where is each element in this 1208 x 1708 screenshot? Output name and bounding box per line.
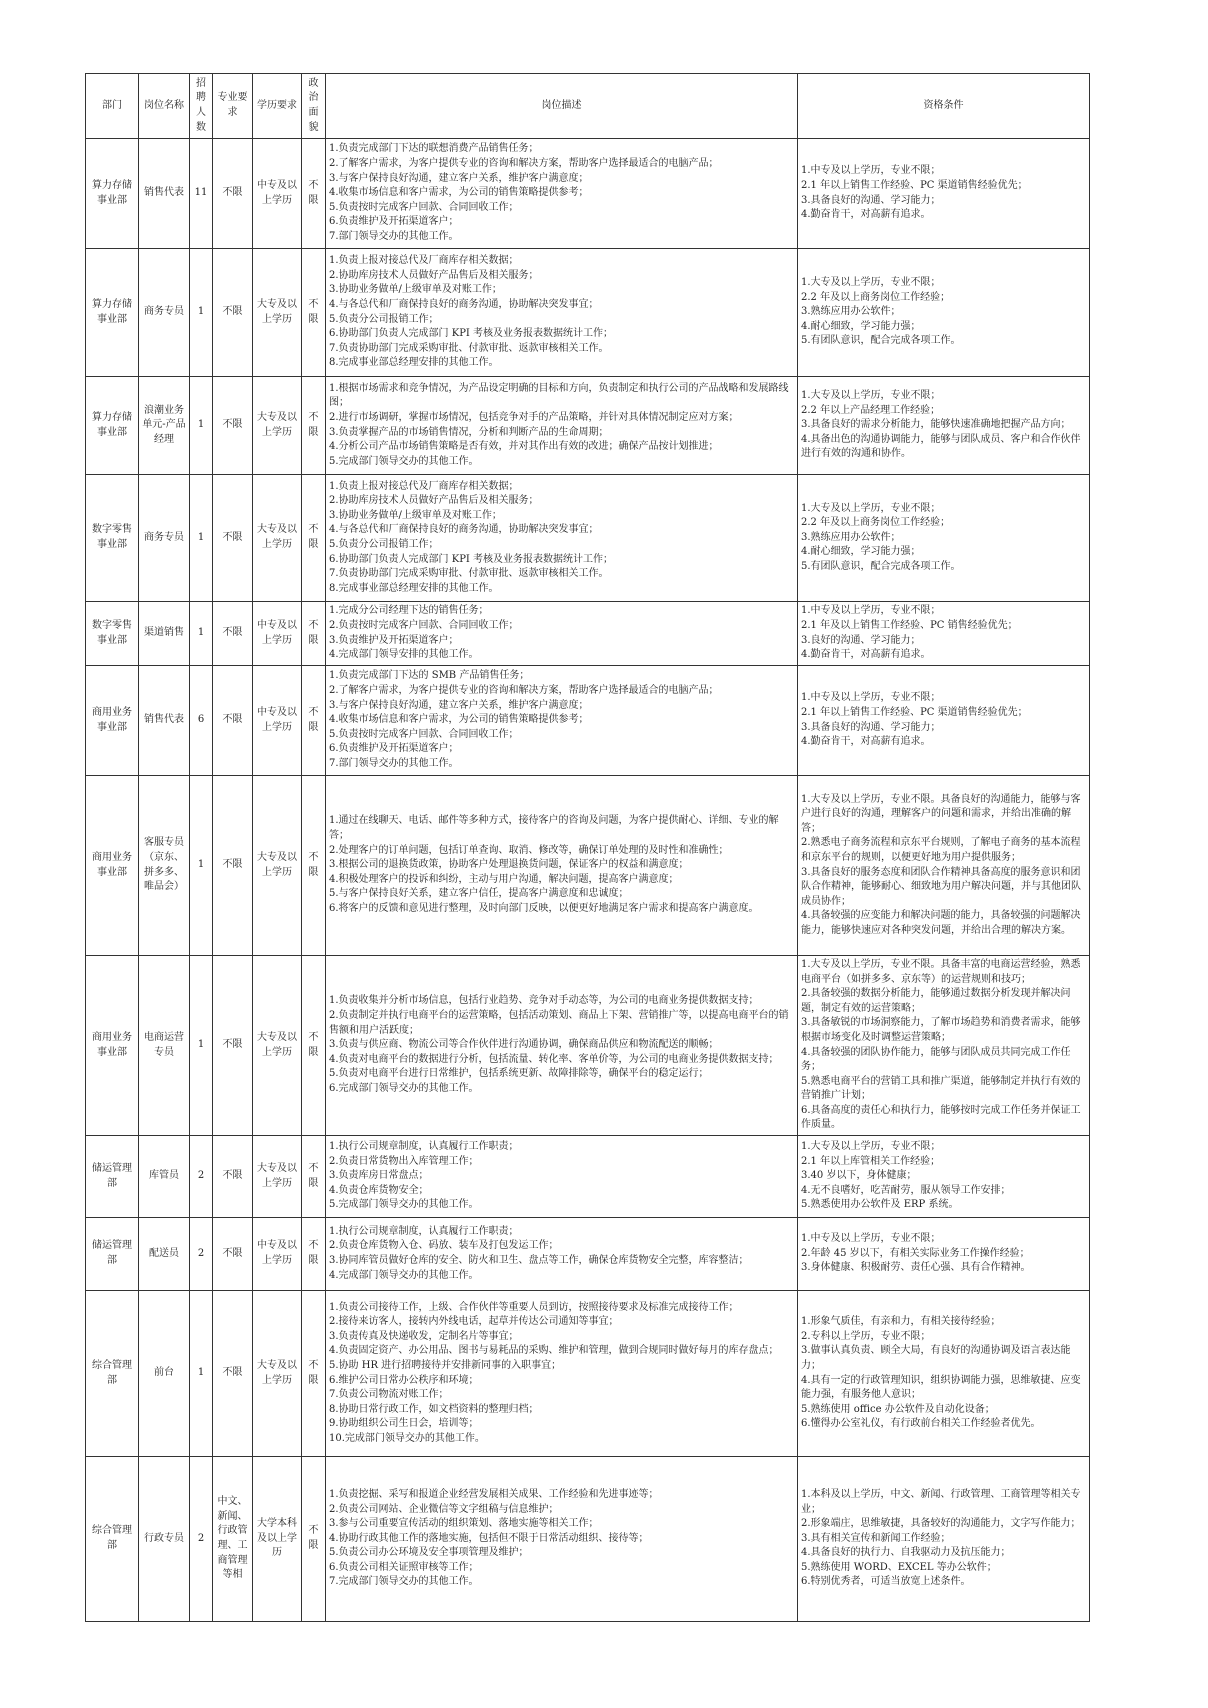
description-line: 5.协助 HR 进行招聘接待并安排新同事的入职事宜； (329, 1359, 562, 1371)
description-line: 7.负责协助部门完成采购审批、付款审批、返款审核相关工作。 (329, 342, 609, 354)
description-line: 7.完成部门领导交办的其他工作。 (329, 1576, 479, 1588)
description-line: 1.负责完成部门下达的 SMB 产品销售任务； (329, 670, 530, 682)
qualifications-line: 3.做事认真负责、顾全大局，有良好的沟通协调及语言表达能力； (801, 1345, 1071, 1371)
table-row (86, 249, 1090, 377)
education-cell: 中专及以上学历 (253, 602, 302, 666)
count-cell: 1 (190, 377, 213, 475)
qualifications-line: 1.大专及以上学历，专业不限； (801, 277, 941, 289)
header-education: 学历要求 (253, 74, 302, 139)
description-line: 7.部门领导交办的其他工作。 (329, 230, 459, 242)
qualifications-line: 3.40 岁以下，身体健康； (801, 1170, 917, 1182)
major-cell: 不限 (213, 249, 253, 377)
qualifications-line: 2.熟悉电子商务流程和京东平台规则，了解电子商务的基本流程和京东平台的规则，以便更好地为用户提供服务； (801, 837, 1081, 863)
description-line: 3.协助业务做单/上级审单及对账工作； (329, 284, 502, 296)
qualifications-line: 2.年龄 45 岁以下，有相关实际业务工作操作经验； (801, 1247, 1030, 1259)
major-cell: 不限 (213, 475, 253, 602)
qualifications-line: 3.具备良好的需求分析能力，能够快速准确地把握产品方向； (801, 419, 1071, 431)
political-cell: 不限 (302, 1457, 326, 1622)
description-line: 4.与各总代和厂商保持良好的商务沟通，协助解决突发事宜； (329, 298, 599, 310)
qualifications-line: 2.2 年及以上商务岗位工作经验； (801, 517, 951, 529)
dept-cell: 综合管理部 (86, 1457, 139, 1622)
description-line: 4.积极处理客户的投诉和纠纷，主动与用户沟通，解决问题，提高客户满意度； (329, 873, 679, 885)
count-cell: 1 (190, 249, 213, 377)
qualifications-line: 2.专科以上学历，专业不限； (801, 1330, 931, 1342)
description-cell (326, 956, 798, 1136)
description-line: 6.负责维护及开拓渠道客户； (329, 743, 459, 755)
count-cell: 2 (190, 1457, 213, 1622)
education-cell: 大专及以上学历 (253, 1136, 302, 1218)
description-line: 7.部门领导交办的其他工作。 (329, 757, 459, 769)
description-line: 3.负责库房日常盘点； (329, 1170, 429, 1182)
recruitment-table (85, 73, 1090, 1622)
description-line: 3.负责与供应商、物流公司等合作伙伴进行沟通协调，确保商品供应和物流配送的顺畅； (329, 1039, 719, 1051)
dept-cell: 算力存储事业部 (86, 377, 139, 475)
header-dept: 部门 (86, 74, 139, 139)
description-line: 5.完成部门领导交办的其他工作。 (329, 455, 479, 467)
description-line: 8.协助日常行政工作，如文档资料的整理归档； (329, 1403, 539, 1415)
dept-cell: 算力存储事业部 (86, 249, 139, 377)
qualifications-line: 1.中专及以上学历，专业不限； (801, 692, 941, 704)
qualifications-cell (798, 249, 1090, 377)
position-cell: 商务专员 (139, 475, 190, 602)
description-line: 2.负责公司网站、企业微信等文字组稿与信息维护； (329, 1503, 559, 1515)
description-cell (326, 1291, 798, 1457)
description-line: 5.负责对电商平台进行日常维护，包括系统更新、故障排除等，确保平台的稳定运行； (329, 1068, 709, 1080)
dept-cell: 商用业务事业部 (86, 666, 139, 776)
description-line: 2.负责按时完成客户回款、合同回收工作； (329, 619, 519, 631)
count-cell: 2 (190, 1218, 213, 1291)
description-line: 4.负责仓库货物安全； (329, 1184, 429, 1196)
description-line: 9.协助组织公司生日会，培训等； (329, 1418, 479, 1430)
qualifications-line: 3.具备良好的沟通、学习能力； (801, 194, 941, 206)
qualifications-cell (798, 1136, 1090, 1218)
position-cell: 客服专员（京东、拼多多、唯品会） (139, 776, 190, 956)
description-line: 4.与各总代和厂商保持良好的商务沟通，协助解决突发事宜； (329, 524, 599, 536)
qualifications-line: 3.熟练应用办公软件； (801, 531, 901, 543)
position-cell: 商务专员 (139, 249, 190, 377)
dept-cell: 商用业务事业部 (86, 956, 139, 1136)
table-row (86, 1136, 1090, 1218)
position-cell: 行政专员 (139, 1457, 190, 1622)
qualifications-cell (798, 475, 1090, 602)
description-line: 1.通过在线聊天、电话、邮件等多种方式，接待客户的咨询及问题，为客户提供耐心、详细、专业的解答； (329, 815, 779, 842)
description-line: 1.负责完成部门下达的联想消费产品销售任务； (329, 143, 539, 155)
qualifications-cell (798, 776, 1090, 956)
qualifications-line: 1.大专及以上学历，专业不限。具备良好的沟通能力，能够与客户进行良好的沟通，理解客户的问题和需求，并给出准确的解答； (801, 793, 1081, 834)
description-line: 3.根据公司的退换货政策，协助客户处理退换货问题，保证客户的权益和满意度； (329, 859, 689, 871)
education-cell: 中专及以上学历 (253, 666, 302, 776)
table-row (86, 602, 1090, 666)
table-row (86, 956, 1090, 1136)
political-cell: 不限 (302, 1291, 326, 1457)
description-line: 2.进行市场调研，掌握市场情况，包括竞争对手的产品策略，并针对具体情况制定应对方案； (329, 411, 739, 423)
qualifications-line: 4.具有一定的行政管理知识，组织协调能力强，思维敏捷、应变能力强，有服务他人意识； (801, 1374, 1081, 1401)
header-description: 岗位描述 (326, 74, 798, 139)
table-row (86, 666, 1090, 776)
description-line: 5.完成部门领导交办的其他工作。 (329, 1199, 479, 1211)
description-line: 2.处理客户的订单问题，包括订单查询、取消、修改等，确保订单处理的及时性和准确性； (329, 844, 729, 856)
qualifications-line: 1.形象气质佳，有亲和力，有相关接待经验； (801, 1316, 1001, 1328)
table-row (86, 377, 1090, 475)
qualifications-line: 2.形象端庄，思维敏捷，具备较好的沟通能力，文字写作能力； (801, 1518, 1081, 1530)
qualifications-line: 1.本科及以上学历，中文、新闻、行政管理、工商管理等相关专业； (801, 1488, 1081, 1515)
major-cell: 不限 (213, 956, 253, 1136)
description-line: 2.了解客户需求，为客户提供专业的咨询和解决方案，帮助客户选择最适合的电脑产品； (329, 158, 719, 170)
qualifications-line: 2.1 年以上销售工作经验、PC 渠道销售经验优先； (801, 179, 1028, 191)
description-line: 2.了解客户需求，为客户提供专业的咨询和解决方案，帮助客户选择最适合的电脑产品； (329, 685, 719, 697)
major-cell: 不限 (213, 377, 253, 475)
dept-cell: 储运管理部 (86, 1218, 139, 1291)
qualifications-line: 4.耐心细致，学习能力强； (801, 546, 921, 558)
qualifications-line: 1.中专及以上学历，专业不限； (801, 165, 941, 177)
description-line: 2.负责制定并执行电商平台的运营策略，包括活动策划、商品上下架、营销推广等，以提高电商平台的销售额和用户活跃度； (329, 1010, 789, 1036)
description-line: 6.协助部门负责人完成部门 KPI 考核及业务报表数据统计工作； (329, 553, 614, 565)
description-line: 2.负责日常货物出入库管理工作； (329, 1155, 479, 1167)
qualifications-line: 3.具备良好的服务态度和团队合作精神具备高度的服务意识和团队合作精神，能够耐心、细致地为用户解决问题，并与其他团队成员协作； (801, 866, 1081, 907)
qualifications-line: 4.勤奋肯干，对高薪有追求。 (801, 209, 931, 221)
description-cell (326, 776, 798, 956)
description-line: 3.负责维护及开拓渠道客户； (329, 634, 459, 646)
qualifications-line: 3.身体健康、积极耐劳、责任心强、具有合作精神。 (801, 1262, 1031, 1274)
description-line: 7.负责公司物流对账工作； (329, 1389, 449, 1401)
description-line: 4.收集市场信息和客户需求，为公司的销售策略提供参考； (329, 187, 589, 199)
description-line: 4.协助行政其他工作的落地实施，包括但不限于日常活动组织、接待等； (329, 1532, 649, 1544)
position-cell: 前台 (139, 1291, 190, 1457)
table-row (86, 776, 1090, 956)
qualifications-line: 5.有团队意识，配合完成各项工作。 (801, 560, 961, 572)
description-line: 6.负责维护及开拓渠道客户； (329, 216, 459, 228)
description-cell (326, 1457, 798, 1622)
political-cell: 不限 (302, 249, 326, 377)
description-cell (326, 1136, 798, 1218)
description-line: 4.完成部门领导交办的其他工作。 (329, 1269, 479, 1281)
political-cell: 不限 (302, 666, 326, 776)
political-cell: 不限 (302, 1218, 326, 1291)
education-cell: 大专及以上学历 (253, 475, 302, 602)
qualifications-line: 3.熟练应用办公软件； (801, 306, 901, 318)
dept-cell: 数字零售事业部 (86, 602, 139, 666)
description-line: 4.负责对电商平台的数据进行分析，包括流量、转化率、客单价等，为公司的电商业务提供数据支持； (329, 1053, 779, 1065)
description-line: 1.负责上报对接总代及厂商库存相关数据； (329, 255, 519, 267)
description-cell (326, 1218, 798, 1291)
qualifications-line: 3.具备良好的沟通、学习能力； (801, 721, 941, 733)
description-line: 3.与客户保持良好沟通，建立客户关系，维护客户满意度； (329, 699, 589, 711)
qualifications-line: 2.2 年以上产品经理工作经验； (801, 404, 941, 416)
table-row (86, 475, 1090, 602)
qualifications-line: 4.勤奋肯干，对高薪有追求。 (801, 649, 931, 661)
position-cell: 库管员 (139, 1136, 190, 1218)
table-row (86, 1291, 1090, 1457)
qualifications-cell (798, 602, 1090, 666)
description-line: 3.负责传真及快递收发，定制名片等事宜； (329, 1330, 519, 1342)
major-cell: 不限 (213, 1136, 253, 1218)
education-cell: 大专及以上学历 (253, 377, 302, 475)
qualifications-line: 1.大专及以上学历，专业不限； (801, 1141, 941, 1153)
major-cell: 不限 (213, 139, 253, 249)
header-position: 岗位名称 (139, 74, 190, 139)
qualifications-line: 4.具备较强的应变能力和解决问题的能力，具备较强的问题解决能力，能够快速应对各种突发问题，并给出合理的解决方案。 (801, 910, 1081, 936)
position-cell: 配送员 (139, 1218, 190, 1291)
qualifications-line: 6.懂得办公室礼仪，有行政前台相关工作经验者优先。 (801, 1418, 1041, 1430)
description-line: 3.参与公司重要宣传活动的组织策划、落地实施等相关工作； (329, 1518, 599, 1530)
qualifications-line: 4.无不良嗜好，吃苦耐劳，服从领导工作安排； (801, 1184, 1011, 1196)
header-count: 招聘人数 (190, 74, 213, 139)
qualifications-cell (798, 1218, 1090, 1291)
description-line: 2.负责仓库货物入仓、码放、装车及打包发运工作； (329, 1240, 559, 1252)
dept-cell: 数字零售事业部 (86, 475, 139, 602)
description-line: 5.负责按时完成客户回款、合同回收工作； (329, 201, 519, 213)
count-cell: 2 (190, 1136, 213, 1218)
qualifications-cell (798, 1291, 1090, 1457)
major-cell: 不限 (213, 776, 253, 956)
dept-cell: 储运管理部 (86, 1136, 139, 1218)
education-cell: 大专及以上学历 (253, 1291, 302, 1457)
qualifications-line: 1.大专及以上学历，专业不限。具备丰富的电商运营经验，熟悉电商平台（如拼多多、京东等）的运营规则和技巧； (801, 958, 1081, 985)
description-line: 2.接待来访客人，接转内外线电话，起草并传达公司通知等事宜； (329, 1316, 619, 1328)
position-cell: 渠道销售 (139, 602, 190, 666)
description-line: 1.负责公司接待工作，上级、合作伙伴等重要人员到访，按照接待要求及标准完成接待工作； (329, 1301, 739, 1313)
qualifications-line: 1.中专及以上学历，专业不限； (801, 1233, 941, 1245)
description-line: 6.负责公司相关证照审核等工作； (329, 1561, 479, 1573)
description-line: 1.负责上报对接总代及厂商库存相关数据； (329, 480, 519, 492)
qualifications-line: 1.中专及以上学历，专业不限； (801, 605, 941, 617)
qualifications-line: 4.耐心细致，学习能力强； (801, 320, 921, 332)
description-line: 6.维护公司日常办公秩序和环境； (329, 1374, 479, 1386)
qualifications-line: 2.1 年以上销售工作经验、PC 渠道销售经验优先； (801, 706, 1028, 718)
description-line: 2.协助库房技术人员做好产品售后及相关服务； (329, 269, 539, 281)
description-cell (326, 377, 798, 475)
dept-cell: 算力存储事业部 (86, 139, 139, 249)
position-cell: 销售代表 (139, 666, 190, 776)
qualifications-line: 2.2 年及以上商务岗位工作经验； (801, 291, 951, 303)
qualifications-line: 4.具备较强的团队协作能力，能够与团队成员共同完成工作任务； (801, 1046, 1071, 1073)
description-cell (326, 475, 798, 602)
description-line: 3.协同库管员做好仓库的安全、防火和卫生、盘点等工作，确保仓库货物安全完整，库容整洁； (329, 1255, 749, 1266)
position-cell: 电商运营专员 (139, 956, 190, 1136)
qualifications-line: 3.良好的沟通、学习能力； (801, 634, 921, 646)
qualifications-cell (798, 666, 1090, 776)
count-cell: 1 (190, 1291, 213, 1457)
count-cell: 6 (190, 666, 213, 776)
description-line: 5.负责分公司报销工作； (329, 539, 439, 550)
count-cell: 1 (190, 956, 213, 1136)
description-line: 1.完成分公司经理下达的销售任务； (329, 605, 489, 617)
political-cell: 不限 (302, 139, 326, 249)
dept-cell: 商用业务事业部 (86, 776, 139, 956)
description-line: 7.负责协助部门完成采购审批、付款审批、返款审核相关工作。 (329, 568, 609, 580)
description-line: 5.负责分公司报销工作； (329, 313, 439, 325)
description-line: 5.负责公司办公环境及安全事项管理及维护； (329, 1547, 529, 1559)
qualifications-line: 4.具备出色的沟通协调能力，能够与团队成员、客户和合作伙伴进行有效的沟通和协作。 (801, 433, 1081, 460)
qualifications-line: 3.具有相关宣传和新闻工作经验； (801, 1532, 951, 1544)
table-row (86, 1218, 1090, 1291)
qualifications-line: 5.熟练使用 office 办公软件及自动化设备； (801, 1403, 995, 1415)
header-qualifications: 资格条件 (798, 74, 1090, 139)
header-major: 专业要求 (213, 74, 253, 139)
description-cell (326, 602, 798, 666)
table-row (86, 1457, 1090, 1622)
political-cell: 不限 (302, 602, 326, 666)
description-line: 8.完成事业部总经理安排的其他工作。 (329, 582, 499, 594)
description-cell (326, 666, 798, 776)
education-cell: 中专及以上学历 (253, 139, 302, 249)
description-line: 4.负责固定资产、办公用品、图书与易耗品的采购、维护和管理，做到合规同时做好每月的库存盘点； (329, 1345, 779, 1357)
description-line: 1.负责收集并分析市场信息，包括行业趋势、竞争对手动态等，为公司的电商业务提供数据支持； (329, 995, 759, 1007)
education-cell: 大学本科及以上学历 (253, 1457, 302, 1622)
political-cell: 不限 (302, 377, 326, 475)
description-line: 3.协助业务做单/上级审单及对账工作； (329, 509, 502, 521)
count-cell: 11 (190, 139, 213, 249)
major-cell: 不限 (213, 602, 253, 666)
education-cell: 中专及以上学历 (253, 1218, 302, 1291)
table-row (86, 139, 1090, 249)
count-cell: 1 (190, 602, 213, 666)
description-line: 3.负责掌握产品的市场销售情况，分析和判断产品的生命周期； (329, 426, 609, 438)
qualifications-line: 4.勤奋肯干，对高薪有追求。 (801, 736, 931, 748)
major-cell: 不限 (213, 1218, 253, 1291)
qualifications-line: 2.1 年及以上销售工作经验、PC 销售经验优先； (801, 619, 1018, 631)
qualifications-line: 6.特别优秀者，可适当放宽上述条件。 (801, 1576, 971, 1588)
description-cell (326, 249, 798, 377)
description-cell (326, 139, 798, 249)
political-cell: 不限 (302, 956, 326, 1136)
qualifications-line: 6.具备高度的责任心和执行力，能够按时完成工作任务并保证工作质量。 (801, 1104, 1081, 1131)
dept-cell: 综合管理部 (86, 1291, 139, 1457)
count-cell: 1 (190, 776, 213, 956)
description-line: 5.与客户保持良好关系，建立客户信任，提高客户满意度和忠诚度； (329, 888, 629, 900)
description-line: 8.完成事业部总经理安排的其他工作。 (329, 357, 499, 369)
education-cell: 大专及以上学历 (253, 249, 302, 377)
major-cell: 中文、新闻、行政管理、工商管理等相 (213, 1457, 253, 1622)
description-line: 6.完成部门领导交办的其他工作。 (329, 1082, 479, 1094)
qualifications-line: 2.具备较强的数据分析能力，能够通过数据分析发现并解决问题，制定有效的运营策略； (801, 988, 1071, 1014)
description-line: 4.收集市场信息和客户需求，为公司的销售策略提供参考； (329, 714, 589, 726)
table-header-row (86, 74, 1090, 139)
qualifications-line: 5.熟悉电商平台的营销工具和推广渠道，能够制定并执行有效的营销推广计划； (801, 1075, 1081, 1102)
description-line: 3.与客户保持良好沟通，建立客户关系，维护客户满意度； (329, 172, 589, 184)
description-line: 1.执行公司规章制度，认真履行工作职责； (329, 1141, 519, 1153)
political-cell: 不限 (302, 1136, 326, 1218)
qualifications-cell (798, 956, 1090, 1136)
qualifications-line: 1.大专及以上学历，专业不限； (801, 502, 941, 514)
position-cell: 销售代表 (139, 139, 190, 249)
description-line: 10.完成部门领导交办的其他工作。 (329, 1432, 485, 1444)
header-political: 政治面貌 (302, 74, 326, 139)
education-cell: 大专及以上学历 (253, 956, 302, 1136)
major-cell: 不限 (213, 1291, 253, 1457)
description-line: 1.负责挖掘、采写和报道企业经营发展相关成果、工作经验和先进事迹等； (329, 1488, 659, 1500)
description-line: 5.负责按时完成客户回款、合同回收工作； (329, 728, 519, 740)
political-cell: 不限 (302, 776, 326, 956)
count-cell: 1 (190, 475, 213, 602)
qualifications-line: 2.1 年以上库管相关工作经验； (801, 1155, 941, 1167)
qualifications-line: 4.具备良好的执行力、自我驱动力及抗压能力； (801, 1547, 1011, 1559)
description-line: 4.完成部门领导安排的其他工作。 (329, 649, 479, 661)
qualifications-line: 5.熟练使用 WORD、EXCEL 等办公软件； (801, 1561, 997, 1573)
political-cell: 不限 (302, 475, 326, 602)
description-line: 1.执行公司规章制度，认真履行工作职责； (329, 1225, 519, 1237)
major-cell: 不限 (213, 666, 253, 776)
qualifications-cell (798, 1457, 1090, 1622)
qualifications-line: 3.具备敏锐的市场洞察能力，了解市场趋势和消费者需求，能够根据市场变化及时调整运营策略； (801, 1017, 1081, 1043)
description-line: 1.根据市场需求和竞争情况，为产品设定明确的目标和方向，负责制定和执行公司的产品战略和发展路线图； (329, 382, 789, 409)
qualifications-cell (798, 139, 1090, 249)
description-line: 6.将客户的反馈和意见进行整理，及时向部门反映，以便更好地满足客户需求和提高客户满意度。 (329, 902, 759, 914)
qualifications-cell (798, 377, 1090, 475)
qualifications-line: 5.熟悉使用办公软件及 ERP 系统。 (801, 1199, 959, 1211)
description-line: 2.协助库房技术人员做好产品售后及相关服务； (329, 495, 539, 507)
qualifications-line: 5.有团队意识，配合完成各项工作。 (801, 335, 961, 347)
description-line: 4.分析公司产品市场销售策略是否有效，并对其作出有效的改进；确保产品按计划推进； (329, 441, 719, 453)
position-cell: 浪潮业务单元-产品经理 (139, 377, 190, 475)
education-cell: 大专及以上学历 (253, 776, 302, 956)
description-line: 6.协助部门负责人完成部门 KPI 考核及业务报表数据统计工作； (329, 328, 614, 340)
qualifications-line: 1.大专及以上学历，专业不限； (801, 390, 941, 402)
